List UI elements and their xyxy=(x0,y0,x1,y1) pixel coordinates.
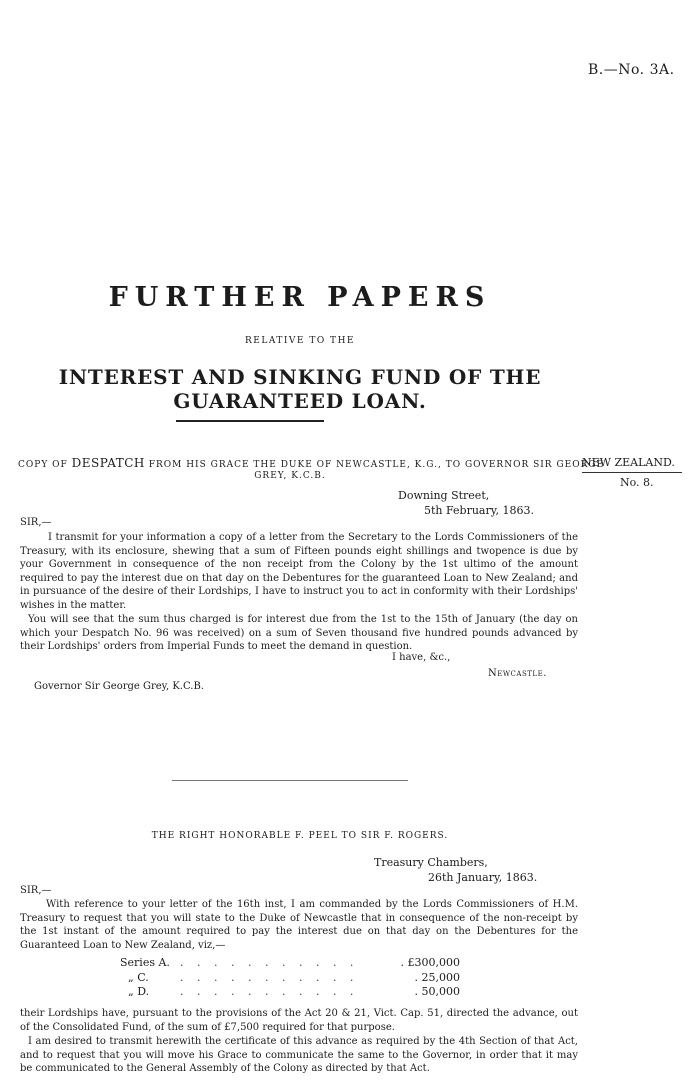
series-row xyxy=(120,956,460,971)
despatch-salutation: SIR,— xyxy=(20,517,52,528)
sidenote-number: No. 8. xyxy=(620,476,654,489)
series-row xyxy=(120,971,460,986)
letter-paragraph-1: With reference to your letter of the 16th inst, I am commanded by the Lords Commissioners of H.M. Treasury to request that you will state to the Duke of Newcastle that in consequence of the non-receipt by the 1st instant of the amount required to pay the interest due on that day on the Debentures for the Guaranteed Loan to New Zealand, viz,— xyxy=(20,899,578,951)
despatch-address-line2: 5th February, 1863. xyxy=(424,504,534,517)
section-rule xyxy=(172,780,408,781)
series-amount: . £300,000 xyxy=(400,956,460,969)
despatch-closing: I have, &c., xyxy=(392,652,451,663)
title-further-papers: FURTHER PAPERS xyxy=(108,282,492,313)
leader-dots: . . . . . . . . . . . xyxy=(180,985,359,998)
series-amount: . 50,000 xyxy=(414,985,460,998)
despatch-paragraph-1: I transmit for your information a copy of a letter from the Secretary to the Lords Commissioners of the Treasury, with its enclosure, shewing that a sum of Fifteen pounds eight shillings and twopence is due by your Government in consequence of the non receipt from the Colony by the 1st ultimo of the amount required to pay the interest due on that day on the Debentures for the guaranteed Loan to New Zealand; and in pursuance of the desire of their Lordships, I have to instruct you to act in conformity with their Lordships' wishes in the matter. xyxy=(20,532,578,611)
title-relative: RELATIVE TO THE xyxy=(245,336,355,346)
despatch-addressee: Governor Sir George Grey, K.C.B. xyxy=(34,681,205,692)
despatch-address-line1: Downing Street, xyxy=(398,489,490,502)
letter-paragraph-3: I am desired to transmit herewith the certificate of this advance as required by the 4th Section of that Act, and to request that you will move his Grace to communicate the same to the Governor, in order that it may be communicated to the General Assembly of the Colony as directed by that Act. xyxy=(20,1036,578,1075)
despatch-heading-big: DESPATCH xyxy=(71,456,145,470)
letter-address-line1: Treasury Chambers, xyxy=(374,856,488,869)
despatch-signature: Newcastle. xyxy=(488,668,547,679)
series-label: „ D. xyxy=(128,985,150,998)
document-reference: B.—No. 3A. xyxy=(588,62,675,78)
leader-dots: . . . . . . . . . . . xyxy=(180,956,359,969)
sidenote-rule xyxy=(582,472,682,473)
series-amount: . 25,000 xyxy=(414,970,460,984)
despatch-heading-line2: GREY, K.C.B. xyxy=(254,471,326,481)
series-label: „ C. xyxy=(128,970,149,984)
leader-dots: . . . . . . . . . . . xyxy=(180,970,359,984)
despatch-heading: COPY OF DESPATCH FROM HIS GRACE THE DUKE OF NEWCASTLE, K.G., TO GOVERNOR SIR GEORGE xyxy=(18,456,605,470)
letter-address-line2: 26th January, 1863. xyxy=(428,871,538,884)
series-table xyxy=(120,956,460,1000)
despatch-paragraph-2: You will see that the sum thus charged is for interest due from the 1st to the 15th of January (the day on which your Despatch No. 96 was received) on a sum of Seven thousand five hundred pounds advanced by their Lordships' orders from Imperial Funds to meet the demand in question. xyxy=(20,614,578,653)
series-row xyxy=(120,985,460,1000)
series-label: Series A. xyxy=(120,956,170,969)
sidenote-heading: NEW ZEALAND. xyxy=(582,456,675,469)
letter-salutation: SIR,— xyxy=(20,885,52,896)
title-rule xyxy=(176,420,324,422)
title-main: INTEREST AND SINKING FUND OF THE GUARANTEED LOAN. xyxy=(58,365,542,413)
letter-heading: THE RIGHT HONORABLE F. PEEL TO SIR F. ROGERS. xyxy=(151,831,449,841)
letter-paragraph-2: their Lordships have, pursuant to the provisions of the Act 20 & 21, Vict. Cap. 51, directed the advance, out of the Consolidated Fund, of the sum of £7,500 required for that purpose. xyxy=(20,1008,578,1033)
